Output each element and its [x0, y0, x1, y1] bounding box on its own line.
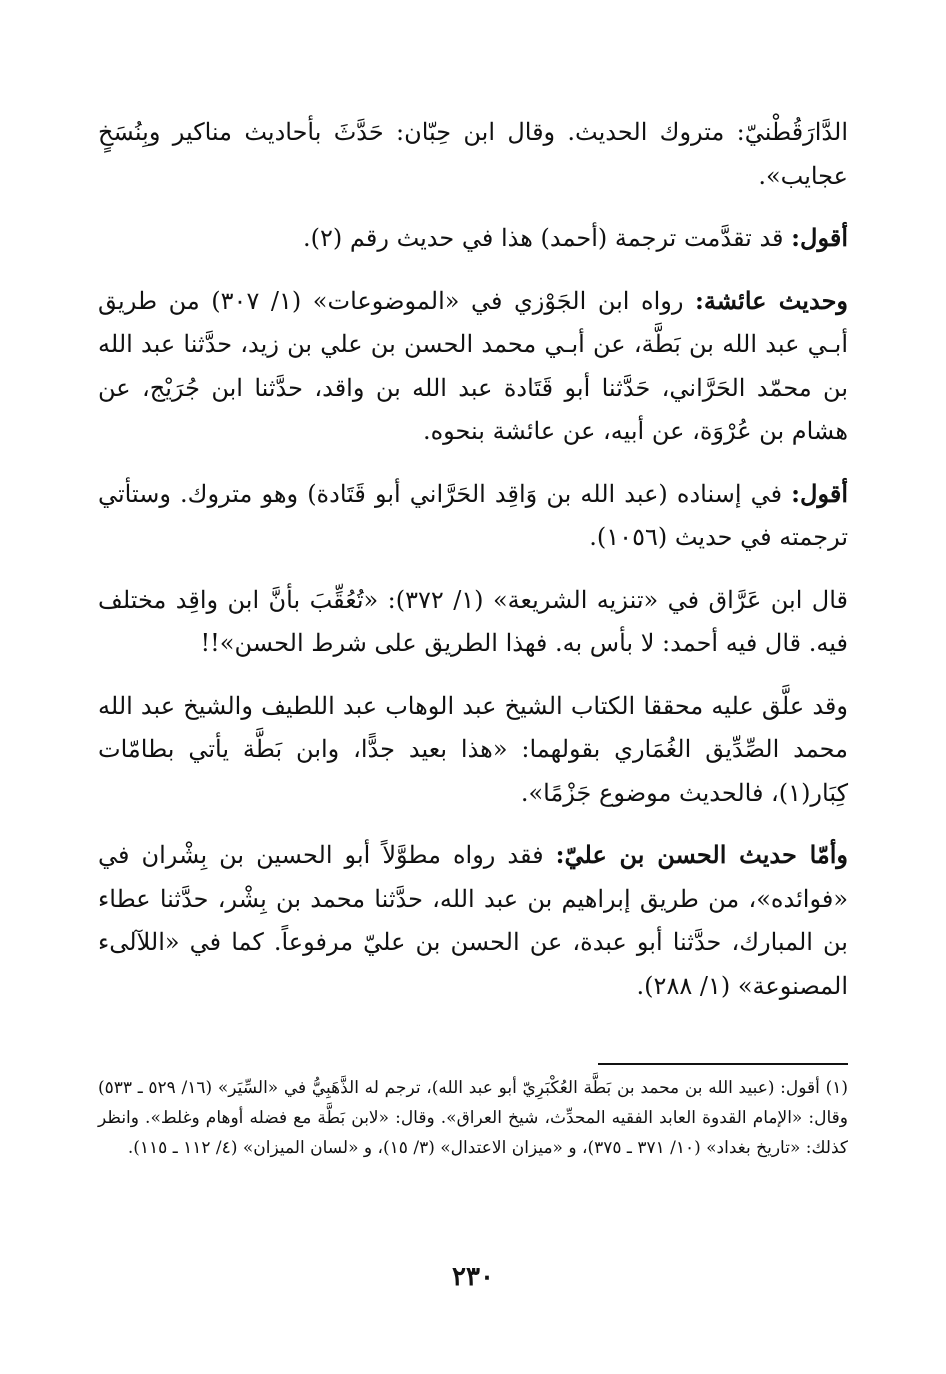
footnotes [98, 1073, 848, 1163]
paragraph [98, 578, 848, 666]
footnote: (١) أقول: (عبيد الله بن محمد بن بَطَّة العُكْبَرِيّ أبو عبد الله)، ترجم له الذَّهَبِيُّ في «السِّيَر» (١٦/ ٥٢٩ ـ ٥٣٣) وقال: «الإمام القدوة العابد الفقيه المحدِّث، شيخ العراق». وقال: «لابن بَطَّة مع فضله أوهام وغلط». وانظر كذلك: «تاريخ بغداد» (١٠/ ٣٧١ ـ ٣٧٥)، و «ميزان الاعتدال» (٣/ ١٥)، و «لسان الميزان» (٤/ ١١٢ ـ ١١٥). [98, 1078, 848, 1158]
paragraph-lead: أقول: [791, 223, 848, 252]
paragraph-text: في إسناده (عبد الله بن وَاقِد الحَرَّاني أبو قَتَادة) وهو متروك. وستأتي ترجمته في حديث (١٠٥٦). [98, 479, 848, 551]
paragraph [98, 472, 848, 560]
paragraph-lead: أقول: [791, 478, 848, 508]
paragraph [98, 110, 848, 198]
paragraph-text: فقد رواه مطوَّلاً أبو الحسين بن بِشْران في «فوائده»، من طريق إبراهيم بن عبد الله، حدَّثنا محمد بن بِشْر، حدَّثنا عطاء بن المبارك، حدَّثنا أبو عبدة، عن الحسن بن عليّ مرفوعاً. كما في «اللآلىء المصنوعة» (١/ ٢٨٨). [98, 841, 848, 1000]
paragraph [98, 684, 848, 816]
paragraph-lead: وحديث عائشة: [695, 285, 849, 315]
page-number: ٢٣٠ [452, 1262, 494, 1292]
paragraph [98, 279, 848, 454]
footnote-separator [598, 1063, 848, 1065]
paragraph-text: قد تقدَّمت ترجمة (أحمد) هذا في حديث رقم (٢). [303, 224, 792, 252]
paragraph [98, 833, 848, 1008]
paragraph-text: الدَّارَقُطْنيّ: متروك الحديث. وقال ابن حِبّان: حَدَّثَ بأحاديث مناكير وبِنُسَخٍ عجايب». [98, 118, 848, 190]
paragraph-text: وقد علَّق عليه محققا الكتاب الشيخ عبد الوهاب عبد اللطيف والشيخ عبد الله محمد الصِّدِّيق الغُمَاري بقولهما: «هذا بعيد جدًّا، وابن بَطَّة يأتي بطامّات كِبَار(١)، فالحديث موضوع جَزْمًا». [98, 691, 848, 807]
paragraph-text: قال ابن عَرَّاق في «تنزيه الشريعة» (١/ ٣٧٢): «تُعُقِّبَ بأنَّ ابن واقِد مختلف فيه. قال فيه أحمد: لا بأس به. فهذا الطريق على شرط الحسن»!! [98, 585, 849, 657]
paragraph [98, 216, 848, 261]
paragraph-text: رواه ابن الجَوْزي في «الموضوعات» (١/ ٣٠٧) من طريق أبـي عبد الله بن بَطَّة، عن أبـي محمد الحسن بن علي بن زيد، حدَّثنا عبد الله بن محمّد الحَرَّاني، حَدَّثنا أبو قَتَادة عبد الله بن واقد، حدَّثنا ابن جُرَيْج، عن هشام بن عُرْوَة، عن أبيه، عن عائشة بنحوه. [98, 286, 848, 445]
paragraph-lead: وأمّا حديث الحسن بن عليّ: [555, 840, 848, 869]
main-text [98, 110, 848, 1026]
